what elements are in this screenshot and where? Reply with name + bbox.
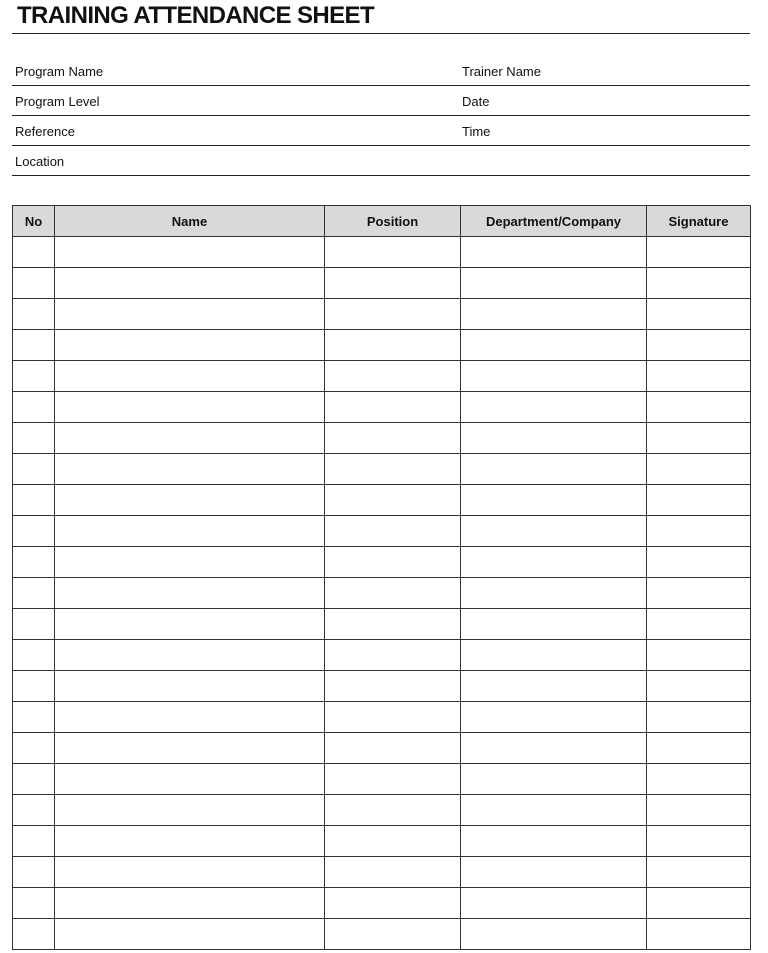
name-cell[interactable] <box>55 919 325 950</box>
field-row-program-name <box>12 56 750 86</box>
column-header-department-company: Department/Company <box>461 206 647 237</box>
no-cell[interactable] <box>13 857 55 888</box>
signature-cell[interactable] <box>647 919 751 950</box>
table-row <box>13 361 751 392</box>
signature-cell[interactable] <box>647 671 751 702</box>
no-cell[interactable] <box>13 609 55 640</box>
signature-cell[interactable] <box>647 547 751 578</box>
no-cell[interactable] <box>13 733 55 764</box>
no-cell[interactable] <box>13 392 55 423</box>
department-company-cell[interactable] <box>461 361 647 392</box>
column-header-signature: Signature <box>647 206 751 237</box>
position-cell[interactable] <box>325 392 461 423</box>
field-row-program-level <box>12 86 750 116</box>
table-row <box>13 237 751 268</box>
position-cell[interactable] <box>325 857 461 888</box>
table-row <box>13 857 751 888</box>
department-company-cell[interactable] <box>461 330 647 361</box>
no-cell[interactable] <box>13 237 55 268</box>
position-cell[interactable] <box>325 485 461 516</box>
no-cell[interactable] <box>13 795 55 826</box>
signature-cell[interactable] <box>647 330 751 361</box>
program-name-label: Program Name <box>15 64 104 79</box>
table-row <box>13 423 751 454</box>
table-row <box>13 516 751 547</box>
time-label: Time <box>462 124 491 139</box>
position-cell[interactable] <box>325 702 461 733</box>
no-cell[interactable] <box>13 671 55 702</box>
table-row <box>13 392 751 423</box>
reference-label: Reference <box>15 124 75 139</box>
position-cell[interactable] <box>325 919 461 950</box>
signature-cell[interactable] <box>647 702 751 733</box>
department-company-cell[interactable] <box>461 857 647 888</box>
location-label: Location <box>15 154 65 169</box>
date-label: Date <box>462 94 490 109</box>
field-row-location <box>12 146 750 176</box>
department-company-cell[interactable] <box>461 640 647 671</box>
table-header-row <box>13 206 751 237</box>
attendance-table <box>12 205 751 950</box>
department-company-cell[interactable] <box>461 795 647 826</box>
signature-cell[interactable] <box>647 268 751 299</box>
signature-cell[interactable] <box>647 609 751 640</box>
name-cell[interactable] <box>55 330 325 361</box>
name-cell[interactable] <box>55 578 325 609</box>
table-row <box>13 919 751 950</box>
name-cell[interactable] <box>55 547 325 578</box>
name-cell[interactable] <box>55 795 325 826</box>
name-cell[interactable] <box>55 888 325 919</box>
name-cell[interactable] <box>55 640 325 671</box>
department-company-cell[interactable] <box>461 671 647 702</box>
attendance-table-body <box>13 237 751 950</box>
department-company-cell[interactable] <box>461 609 647 640</box>
name-cell[interactable] <box>55 361 325 392</box>
signature-cell[interactable] <box>647 578 751 609</box>
position-cell[interactable] <box>325 671 461 702</box>
table-row <box>13 733 751 764</box>
table-row <box>13 578 751 609</box>
department-company-cell[interactable] <box>461 237 647 268</box>
no-cell[interactable] <box>13 547 55 578</box>
table-row <box>13 764 751 795</box>
name-cell[interactable] <box>55 733 325 764</box>
name-cell[interactable] <box>55 671 325 702</box>
signature-cell[interactable] <box>647 888 751 919</box>
signature-cell[interactable] <box>647 423 751 454</box>
signature-cell[interactable] <box>647 516 751 547</box>
column-header-name: Name <box>55 206 325 237</box>
name-cell[interactable] <box>55 268 325 299</box>
signature-cell[interactable] <box>647 733 751 764</box>
position-cell[interactable] <box>325 609 461 640</box>
program-level-label: Program Level <box>15 94 100 109</box>
no-cell[interactable] <box>13 454 55 485</box>
name-cell[interactable] <box>55 826 325 857</box>
position-cell[interactable] <box>325 361 461 392</box>
name-cell[interactable] <box>55 702 325 733</box>
position-cell[interactable] <box>325 423 461 454</box>
name-cell[interactable] <box>55 299 325 330</box>
position-cell[interactable] <box>325 237 461 268</box>
name-cell[interactable] <box>55 237 325 268</box>
department-company-cell[interactable] <box>461 888 647 919</box>
department-company-cell[interactable] <box>461 485 647 516</box>
department-company-cell[interactable] <box>461 733 647 764</box>
position-cell[interactable] <box>325 826 461 857</box>
position-cell[interactable] <box>325 888 461 919</box>
signature-cell[interactable] <box>647 485 751 516</box>
signature-cell[interactable] <box>647 764 751 795</box>
name-cell[interactable] <box>55 857 325 888</box>
department-company-cell[interactable] <box>461 299 647 330</box>
signature-cell[interactable] <box>647 361 751 392</box>
position-cell[interactable] <box>325 764 461 795</box>
no-cell[interactable] <box>13 485 55 516</box>
name-cell[interactable] <box>55 485 325 516</box>
no-cell[interactable] <box>13 919 55 950</box>
no-cell[interactable] <box>13 268 55 299</box>
position-cell[interactable] <box>325 299 461 330</box>
position-cell[interactable] <box>325 454 461 485</box>
signature-cell[interactable] <box>647 454 751 485</box>
department-company-cell[interactable] <box>461 919 647 950</box>
trainer-name-label: Trainer Name <box>462 64 541 79</box>
table-row <box>13 640 751 671</box>
page-title: TRAINING ATTENDANCE SHEET <box>17 2 375 29</box>
no-cell[interactable] <box>13 423 55 454</box>
position-cell[interactable] <box>325 268 461 299</box>
signature-cell[interactable] <box>647 392 751 423</box>
table-row <box>13 609 751 640</box>
no-cell[interactable] <box>13 826 55 857</box>
table-row <box>13 826 751 857</box>
table-row <box>13 268 751 299</box>
no-cell[interactable] <box>13 330 55 361</box>
position-cell[interactable] <box>325 547 461 578</box>
signature-cell[interactable] <box>647 857 751 888</box>
name-cell[interactable] <box>55 516 325 547</box>
table-row <box>13 485 751 516</box>
name-cell[interactable] <box>55 392 325 423</box>
no-cell[interactable] <box>13 888 55 919</box>
table-row <box>13 330 751 361</box>
field-row-reference <box>12 116 750 146</box>
position-cell[interactable] <box>325 578 461 609</box>
title-divider <box>12 33 750 34</box>
signature-cell[interactable] <box>647 795 751 826</box>
name-cell[interactable] <box>55 764 325 795</box>
table-row <box>13 454 751 485</box>
signature-cell[interactable] <box>647 826 751 857</box>
position-cell[interactable] <box>325 733 461 764</box>
no-cell[interactable] <box>13 299 55 330</box>
department-company-cell[interactable] <box>461 547 647 578</box>
position-cell[interactable] <box>325 640 461 671</box>
name-cell[interactable] <box>55 454 325 485</box>
no-cell[interactable] <box>13 764 55 795</box>
department-company-cell[interactable] <box>461 392 647 423</box>
table-row <box>13 671 751 702</box>
table-row <box>13 795 751 826</box>
department-company-cell[interactable] <box>461 268 647 299</box>
signature-cell[interactable] <box>647 237 751 268</box>
table-row <box>13 702 751 733</box>
department-company-cell[interactable] <box>461 826 647 857</box>
signature-cell[interactable] <box>647 640 751 671</box>
no-cell[interactable] <box>13 516 55 547</box>
name-cell[interactable] <box>55 423 325 454</box>
table-row <box>13 888 751 919</box>
department-company-cell[interactable] <box>461 764 647 795</box>
column-header-no: No <box>13 206 55 237</box>
position-cell[interactable] <box>325 795 461 826</box>
signature-cell[interactable] <box>647 299 751 330</box>
no-cell[interactable] <box>13 578 55 609</box>
department-company-cell[interactable] <box>461 454 647 485</box>
no-cell[interactable] <box>13 640 55 671</box>
department-company-cell[interactable] <box>461 702 647 733</box>
department-company-cell[interactable] <box>461 516 647 547</box>
no-cell[interactable] <box>13 361 55 392</box>
table-row <box>13 299 751 330</box>
department-company-cell[interactable] <box>461 423 647 454</box>
position-cell[interactable] <box>325 330 461 361</box>
position-cell[interactable] <box>325 516 461 547</box>
name-cell[interactable] <box>55 609 325 640</box>
table-row <box>13 547 751 578</box>
column-header-position: Position <box>325 206 461 237</box>
department-company-cell[interactable] <box>461 578 647 609</box>
no-cell[interactable] <box>13 702 55 733</box>
